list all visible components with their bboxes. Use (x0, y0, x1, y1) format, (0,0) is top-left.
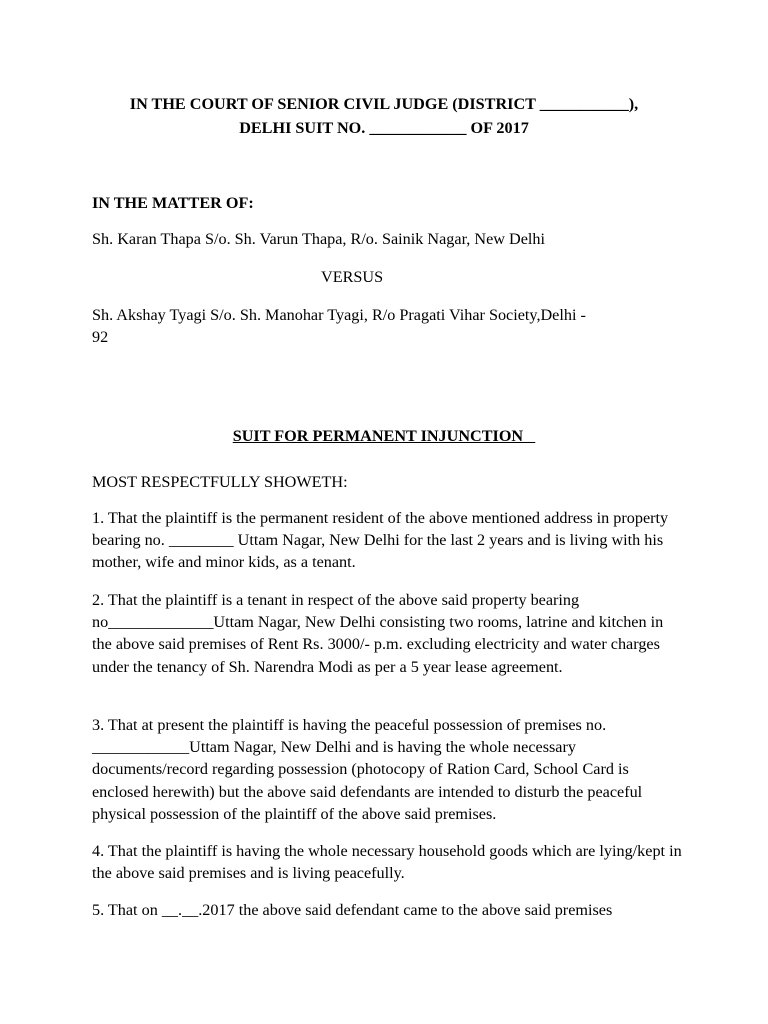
paragraph-5: 5. That on __.__.2017 the above said defendant came to the above said premises (92, 901, 613, 919)
defendant-line-1: Sh. Akshay Tyagi S/o. Sh. Manohar Tyagi, R/o Pragati Vihar Society,Delhi - (92, 306, 586, 324)
defendant-line-2: 92 (92, 328, 109, 346)
paragraph-1: 1. That the plaintiff is the permanent resident of the above mentioned address in property bearing no. ________ Uttam Nagar, New Delhi for the last 2 years and is living with his mother, wife and minor kids, as a tenant. (92, 509, 669, 572)
suit-title-text: SUIT FOR PERMANENT INJUNCTION (232, 427, 536, 445)
matter-title: IN THE MATTER OF: (92, 194, 254, 212)
court-heading-line-2: DELHI SUIT NO. ____________ OF 2017 (239, 119, 529, 137)
court-heading-line-1: IN THE COURT OF SENIOR CIVIL JUDGE (DISTRICT ___________), (129, 95, 639, 113)
showeth-label: MOST RESPECTFULLY SHOWETH: (92, 473, 348, 491)
plaintiff-line: Sh. Karan Thapa S/o. Sh. Varun Thapa, R/o. Sainik Nagar, New Delhi (92, 230, 545, 248)
paragraph-4: 4. That the plaintiff is having the whole necessary household goods which are lying/kept in the above said premises and is living peacefully. (92, 842, 682, 883)
paragraph-2: 2. That the plaintiff is a tenant in respect of the above said property bearing no_____________Uttam Nagar, New Delhi consisting two rooms, latrine and kitchen in the above said premises of Rent Rs. 3000/- p.m. excluding electricity and water charges under the tenancy of Sh. Narendra Modi as per a 5 year lease agreement. (92, 591, 664, 676)
suit-title (0, 426, 768, 446)
versus-label: VERSUS (321, 268, 384, 286)
paragraph-3: 3. That at present the plaintiff is having the peaceful possession of premises no. ____________Uttam Nagar, New Delhi and is having the whole necessary documents/record regarding possession (photocopy of Ration Card, School Card is enclosed herewith) but the above said defendants are intended to disturb the peaceful physical possession of the plaintiff of the above said premises. (92, 716, 643, 823)
